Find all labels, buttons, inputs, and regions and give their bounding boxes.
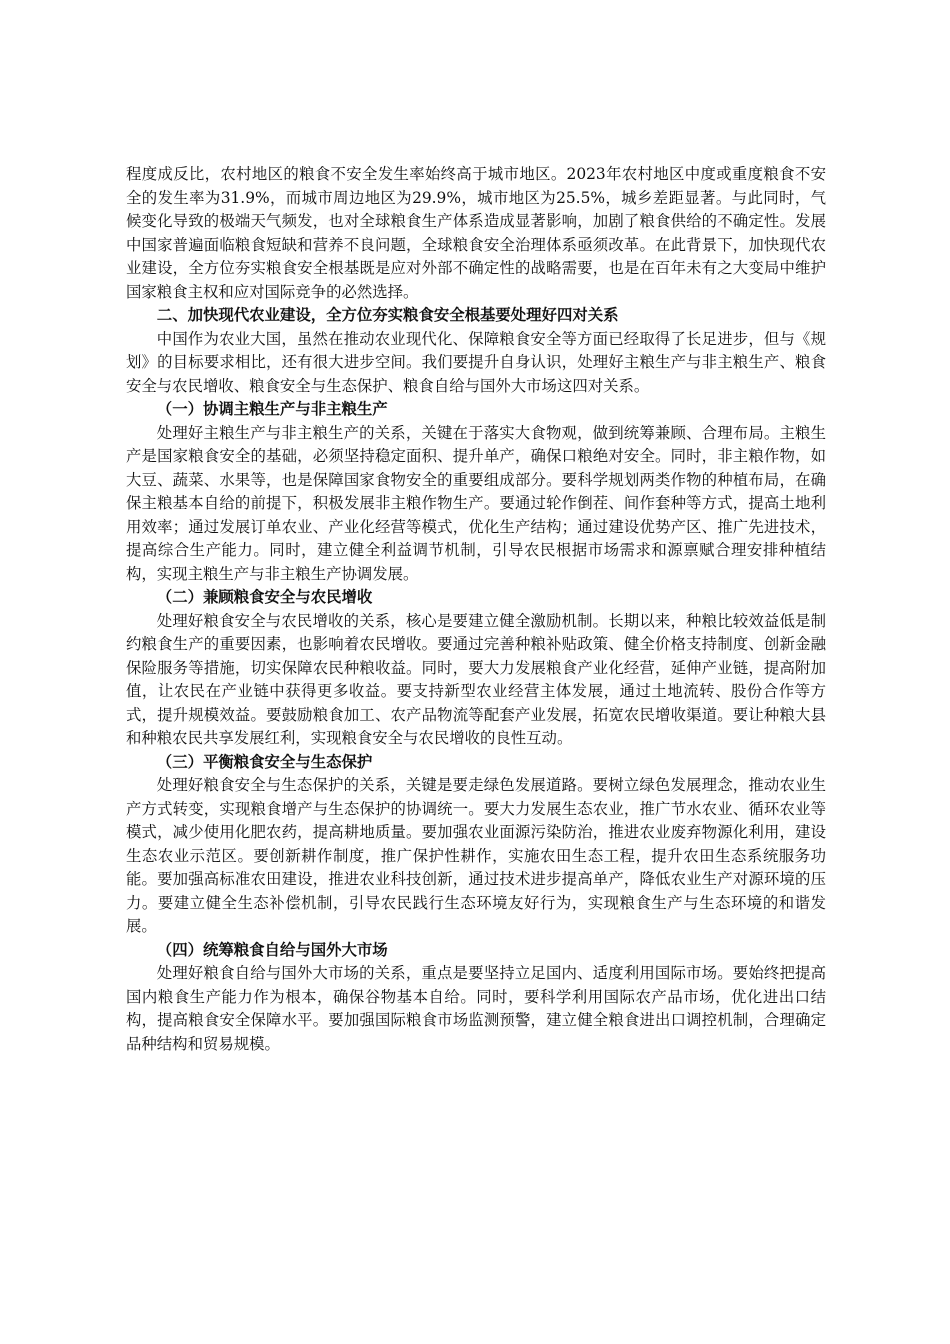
subsection-2-body: 处理好粮食安全与农民增收的关系，核心是要建立健全激励机制。长期以来，种粮比较效益低是制约粮食生产的重要因素，也影响着农民增收。要通过完善种粮补贴政策、健全价格支持制度、创新金融保险服务等措施，切实保障农民种粮收益。同时，要大力发展粮食产业化经营，延伸产业链，提高附加值，让农民在产业链中获得更多收益。要支持新型农业经营主体发展，通过土地流转、股份合作等方式，提升规模效益。要鼓励粮食加工、农产品物流等配套产业发展，拓宽农民增收渠道。要让种粮大县和种粮农民共享发展红利，实现粮食安全与农民增收的良性互动。 (126, 611, 826, 747)
subsection-4-heading: （四）统筹粮食自给与国外大市场 (156, 940, 388, 959)
subsection-4-body: 处理好粮食自给与国外大市场的关系，重点是要坚持立足国内、适度利用国际市场。要始终把提高国内粮食生产能力作为根本，确保谷物基本自给。同时，要科学利用国际农产品市场，优化进出口结构，提高粮食安全保障水平。要加强国际粮食市场监测预警，建立健全粮食进出口调控机制，合理确定品种结构和贸易规模。 (126, 964, 826, 1053)
section-two-heading: 二、加快现代农业建设，全方位夯实粮食安全根基要处理好四对关系 (156, 306, 619, 324)
subsection-3-body: 处理好粮食安全与生态保护的关系，关键是要走绿色发展道路。要树立绿色发展理念，推动农业生产方式转变，实现粮食增产与生态保护的协调统一。要大力发展生态农业，推广节水农业、循环农业等模式，减少使用化肥农药，提高耕地质量。要加强农业面源污染防治，推进农业废弃物源化利用，建设生态农业示范区。要创新耕作制度，推广保护性耕作，实施农田生态工程，提升农田生态系统服务功能。要加强高标准农田建设，推进农业科技创新，通过技术进步提高单产，降低农业生产对源环境的压力。要建立健全生态补偿机制，引导农民践行生态环境友好行为，实现粮食生产与生态环境的和谐发展。 (126, 776, 826, 935)
section-two-intro: 中国作为农业大国，虽然在推动农业现代化、保障粮食安全等方面已经取得了长足进步，但与《规划》的目标要求相比，还有很大进步空间。我们要提升自身认识，处理好主粮生产与非主粮生产、粮食安全与农民增收、粮食安全与生态保护、粮食自给与国外大市场这四对关系。 (126, 329, 826, 395)
subsection-3-heading: （三）平衡粮食安全与生态保护 (156, 752, 373, 771)
document-body (126, 163, 826, 1056)
subsection-2-heading: （二）兼顾粮食安全与农民增收 (156, 588, 373, 606)
subsection-1-body: 处理好主粮生产与非主粮生产的关系，关键在于落实大食物观，做到统筹兼顾、合理布局。主粮生产是国家粮食安全的基础，必须坚持稳定面积、提升单产，确保口粮绝对安全。同时，非主粮作物，如大豆、蔬菜、水果等，也是保障国家食物安全的重要组成部分。要科学规划两类作物的种植布局，在确保主粮基本自给的前提下，积极发展非主粮作物生产。要通过轮作倒茬、间作套种等方式，提高土地利用效率；通过发展订单农业、产业化经营等模式，优化生产结构；通过建设优势产区、推广先进技术，提高综合生产能力。同时，建立健全利益调节机制，引导农民根据市场需求和源禀赋合理安排种植结构，实现主粮生产与非主粮生产协调发展。 (126, 423, 826, 583)
subsection-1-heading: （一）协调主粮生产与非主粮生产 (156, 400, 388, 418)
intro-paragraph: 程度成反比，农村地区的粮食不安全发生率始终高于城市地区。2023年农村地区中度或重度粮食不安全的发生率为31.9%，而城市周边地区为29.9%，城市地区为25.5%，城乡差距显著。与此同时，气候变化导致的极端天气频发，也对全球粮食生产体系造成显著影响，加剧了粮食供给的不确定性。发展中国家普遍面临粮食短缺和营养不良问题，全球粮食安全治理体系亟须改革。在此背景下，加快现代农业建设，全方位夯实粮食安全根基既是应对外部不确定性的战略需要，也是在百年未有之大变局中维护国家粮食主权和应对国际竞争的必然选择。 (126, 165, 826, 301)
